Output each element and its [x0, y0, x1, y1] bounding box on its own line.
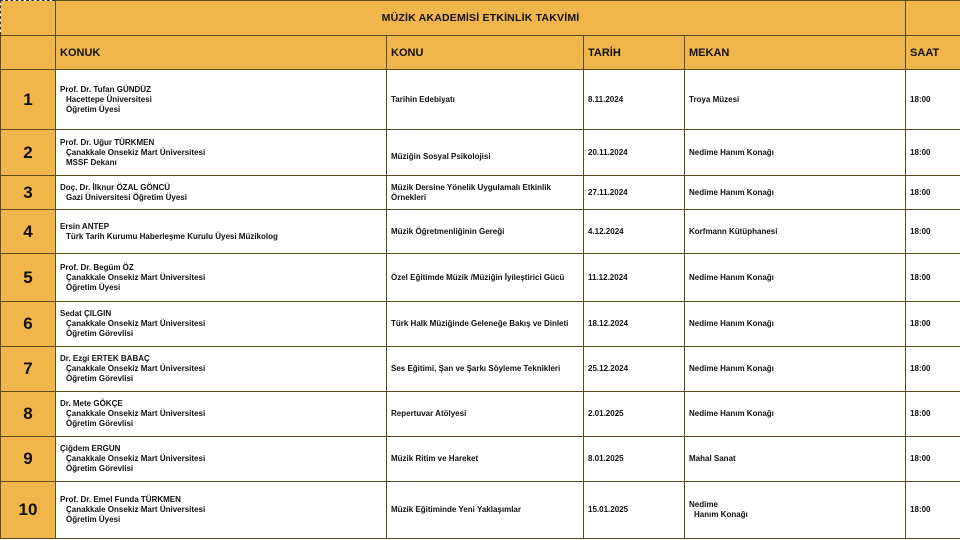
- row-number: 7: [1, 347, 56, 392]
- title-end-cell: [906, 1, 960, 36]
- topic-text: Türk Halk Müziğinde Geleneğe Bakış ve Dinleti: [391, 319, 569, 328]
- date-cell: 27.11.2024: [584, 176, 685, 210]
- topic-cell: [387, 176, 584, 210]
- time-cell: 18:00: [906, 392, 960, 437]
- guest-cell: [56, 347, 387, 392]
- topic-text: Müzik Ritim ve Hareket: [391, 454, 479, 463]
- guest-cell: [56, 482, 387, 539]
- guest-cell: [56, 437, 387, 482]
- time-cell: 18:00: [906, 437, 960, 482]
- topic-cell: [387, 70, 584, 130]
- venue-cell: [685, 210, 906, 254]
- venue-text: Nedime Hanım Konağı: [689, 364, 774, 373]
- date-cell: 20.11.2024: [584, 130, 685, 176]
- title-row: [1, 1, 960, 36]
- guest-affiliation: Öğretim Görevlisi: [66, 374, 134, 383]
- row-number: 6: [1, 302, 56, 347]
- guest-affiliation: Öğretim Görevlisi: [66, 464, 134, 473]
- date-cell: 2.01.2025: [584, 392, 685, 437]
- time-cell: 18:00: [906, 254, 960, 302]
- guest-cell: [56, 302, 387, 347]
- topic-text: Özel Eğitimde Müzik /Müziğin İyileştirici Gücü: [391, 272, 565, 282]
- guest-name: Çiğdem ERGUN: [60, 444, 121, 453]
- table-row: [1, 347, 960, 392]
- venue-text: Nedime: [689, 500, 718, 509]
- topic-text: Müziğin Sosyal Psikolojisi: [391, 151, 491, 161]
- date-cell: 8.01.2025: [584, 437, 685, 482]
- topic-cell: [387, 302, 584, 347]
- guest-affiliation: Çanakkale Onsekiz Mart Üniversitesi: [66, 454, 206, 463]
- date-cell: 25.12.2024: [584, 347, 685, 392]
- row-number: 5: [1, 254, 56, 302]
- date-cell: 8.11.2024: [584, 70, 685, 130]
- row-number: 3: [1, 176, 56, 210]
- header-guest: KONUK: [56, 36, 387, 70]
- guest-affiliation: MSSF Dekanı: [66, 157, 117, 167]
- date-cell: 4.12.2024: [584, 210, 685, 254]
- topic-cell: [387, 130, 584, 176]
- topic-text: Ses Eğitimi, Şan ve Şarkı Söyleme Teknikleri: [391, 364, 561, 373]
- venue-cell: [685, 392, 906, 437]
- guest-name: Prof. Dr. Emel Funda TÜRKMEN: [60, 495, 181, 504]
- venue-cell: [685, 437, 906, 482]
- guest-affiliation: Öğretim Üyesi: [66, 515, 121, 524]
- table-row: [1, 482, 960, 539]
- header-venue: MEKAN: [685, 36, 906, 70]
- venue-text: Nedime Hanım Konağı: [689, 319, 774, 328]
- table-row: [1, 437, 960, 482]
- guest-affiliation: Öğretim Görevlisi: [66, 329, 134, 338]
- topic-text: Repertuvar Atölyesi: [391, 409, 467, 418]
- topic-text: Müzik Dersine Yönelik Uygulamalı Etkinlik Örnekleri: [391, 182, 551, 202]
- date-cell: 18.12.2024: [584, 302, 685, 347]
- guest-affiliation: Çanakkale Onsekiz Mart Üniversitesi: [66, 147, 206, 157]
- guest-name: Prof. Dr. Begüm ÖZ: [60, 262, 134, 272]
- row-number: 4: [1, 210, 56, 254]
- guest-affiliation: Öğretim Görevlisi: [66, 419, 134, 428]
- topic-cell: [387, 392, 584, 437]
- guest-name: Prof. Dr. Tufan GÜNDÜZ: [60, 84, 151, 94]
- topic-cell: [387, 210, 584, 254]
- guest-cell: [56, 130, 387, 176]
- venue-cell: [685, 176, 906, 210]
- guest-affiliation: Çanakkale Onsekiz Mart Üniversitesi: [66, 505, 206, 514]
- venue-text: Mahal Sanat: [689, 454, 736, 463]
- header-row: [1, 36, 960, 70]
- topic-cell: [387, 482, 584, 539]
- guest-name: Ersin ANTEP: [60, 221, 110, 231]
- guest-cell: [56, 176, 387, 210]
- venue-text: Nedime Hanım Konağı: [689, 409, 774, 418]
- header-number-cell: [1, 36, 56, 70]
- table-row: [1, 210, 960, 254]
- guest-cell: [56, 392, 387, 437]
- schedule-title: MÜZİK AKADEMİSİ ETKİNLİK TAKVİMİ: [56, 1, 906, 36]
- venue-text: Nedime Hanım Konağı: [689, 187, 774, 197]
- topic-text: Müzik Eğitiminde Yeni Yaklaşımlar: [391, 505, 521, 514]
- time-cell: 18:00: [906, 176, 960, 210]
- venue-cell: [685, 482, 906, 539]
- guest-name: Doç. Dr. İlknur ÖZAL GÖNCÜ: [60, 182, 171, 192]
- row-number: 2: [1, 130, 56, 176]
- venue-text: Korfmann Kütüphanesi: [689, 226, 778, 236]
- venue-cell: [685, 302, 906, 347]
- guest-name: Dr. Ezgi ERTEK BABAÇ: [60, 354, 150, 363]
- guest-name: Prof. Dr. Uğur TÜRKMEN: [60, 137, 155, 147]
- guest-name: Dr. Mete GÖKÇE: [60, 399, 123, 408]
- table-row: [1, 130, 960, 176]
- topic-cell: [387, 437, 584, 482]
- table-row: [1, 392, 960, 437]
- table-row: [1, 302, 960, 347]
- row-number: 1: [1, 70, 56, 130]
- time-cell: 18:00: [906, 302, 960, 347]
- topic-cell: [387, 254, 584, 302]
- header-time: SAAT: [906, 36, 960, 70]
- venue-text: Hanım Konağı: [694, 510, 748, 519]
- guest-affiliation: Türk Tarih Kurumu Haberleşme Kurulu Üyesi Müzikolog: [66, 231, 278, 241]
- date-cell: 11.12.2024: [584, 254, 685, 302]
- topic-text: Müzik Öğretmenliğinin Gereği: [391, 226, 505, 236]
- table-row: [1, 70, 960, 130]
- time-cell: 18:00: [906, 210, 960, 254]
- date-cell: 15.01.2025: [584, 482, 685, 539]
- topic-cell: [387, 347, 584, 392]
- venue-text: Nedime Hanım Konağı: [689, 272, 774, 282]
- guest-name: Sedat ÇILGIN: [60, 309, 112, 318]
- time-cell: 18:00: [906, 70, 960, 130]
- guest-affiliation: Hacettepe Üniversitesi: [66, 94, 152, 104]
- guest-cell: [56, 254, 387, 302]
- venue-text: Troya Müzesi: [689, 94, 740, 104]
- time-cell: 18:00: [906, 130, 960, 176]
- guest-affiliation: Öğretim Üyesi: [66, 282, 121, 292]
- venue-cell: [685, 254, 906, 302]
- row-number: 10: [1, 482, 56, 539]
- guest-affiliation: Öğretim Üyesi: [66, 104, 121, 114]
- time-cell: 18:00: [906, 482, 960, 539]
- row-number: 9: [1, 437, 56, 482]
- guest-affiliation: Çanakkale Onsekiz Mart Üniversitesi: [66, 409, 206, 418]
- header-topic: KONU: [387, 36, 584, 70]
- guest-affiliation: Gazi Üniversitesi Öğretim Üyesi: [66, 192, 187, 202]
- guest-cell: [56, 70, 387, 130]
- topic-text: Tarihin Edebiyatı: [391, 94, 455, 104]
- guest-affiliation: Çanakkale Onsekiz Mart Üniversitesi: [66, 272, 206, 282]
- venue-cell: [685, 130, 906, 176]
- corner-cell: [1, 1, 56, 36]
- table-row: [1, 254, 960, 302]
- venue-text: Nedime Hanım Konağı: [689, 147, 774, 157]
- time-cell: 18:00: [906, 347, 960, 392]
- guest-cell: [56, 210, 387, 254]
- guest-affiliation: Çanakkale Onsekiz Mart Üniversitesi: [66, 364, 206, 373]
- row-number: 8: [1, 392, 56, 437]
- guest-affiliation: Çanakkale Onsekiz Mart Üniversitesi: [66, 319, 206, 328]
- table-row: [1, 176, 960, 210]
- venue-cell: [685, 347, 906, 392]
- header-date: TARİH: [584, 36, 685, 70]
- venue-cell: [685, 70, 906, 130]
